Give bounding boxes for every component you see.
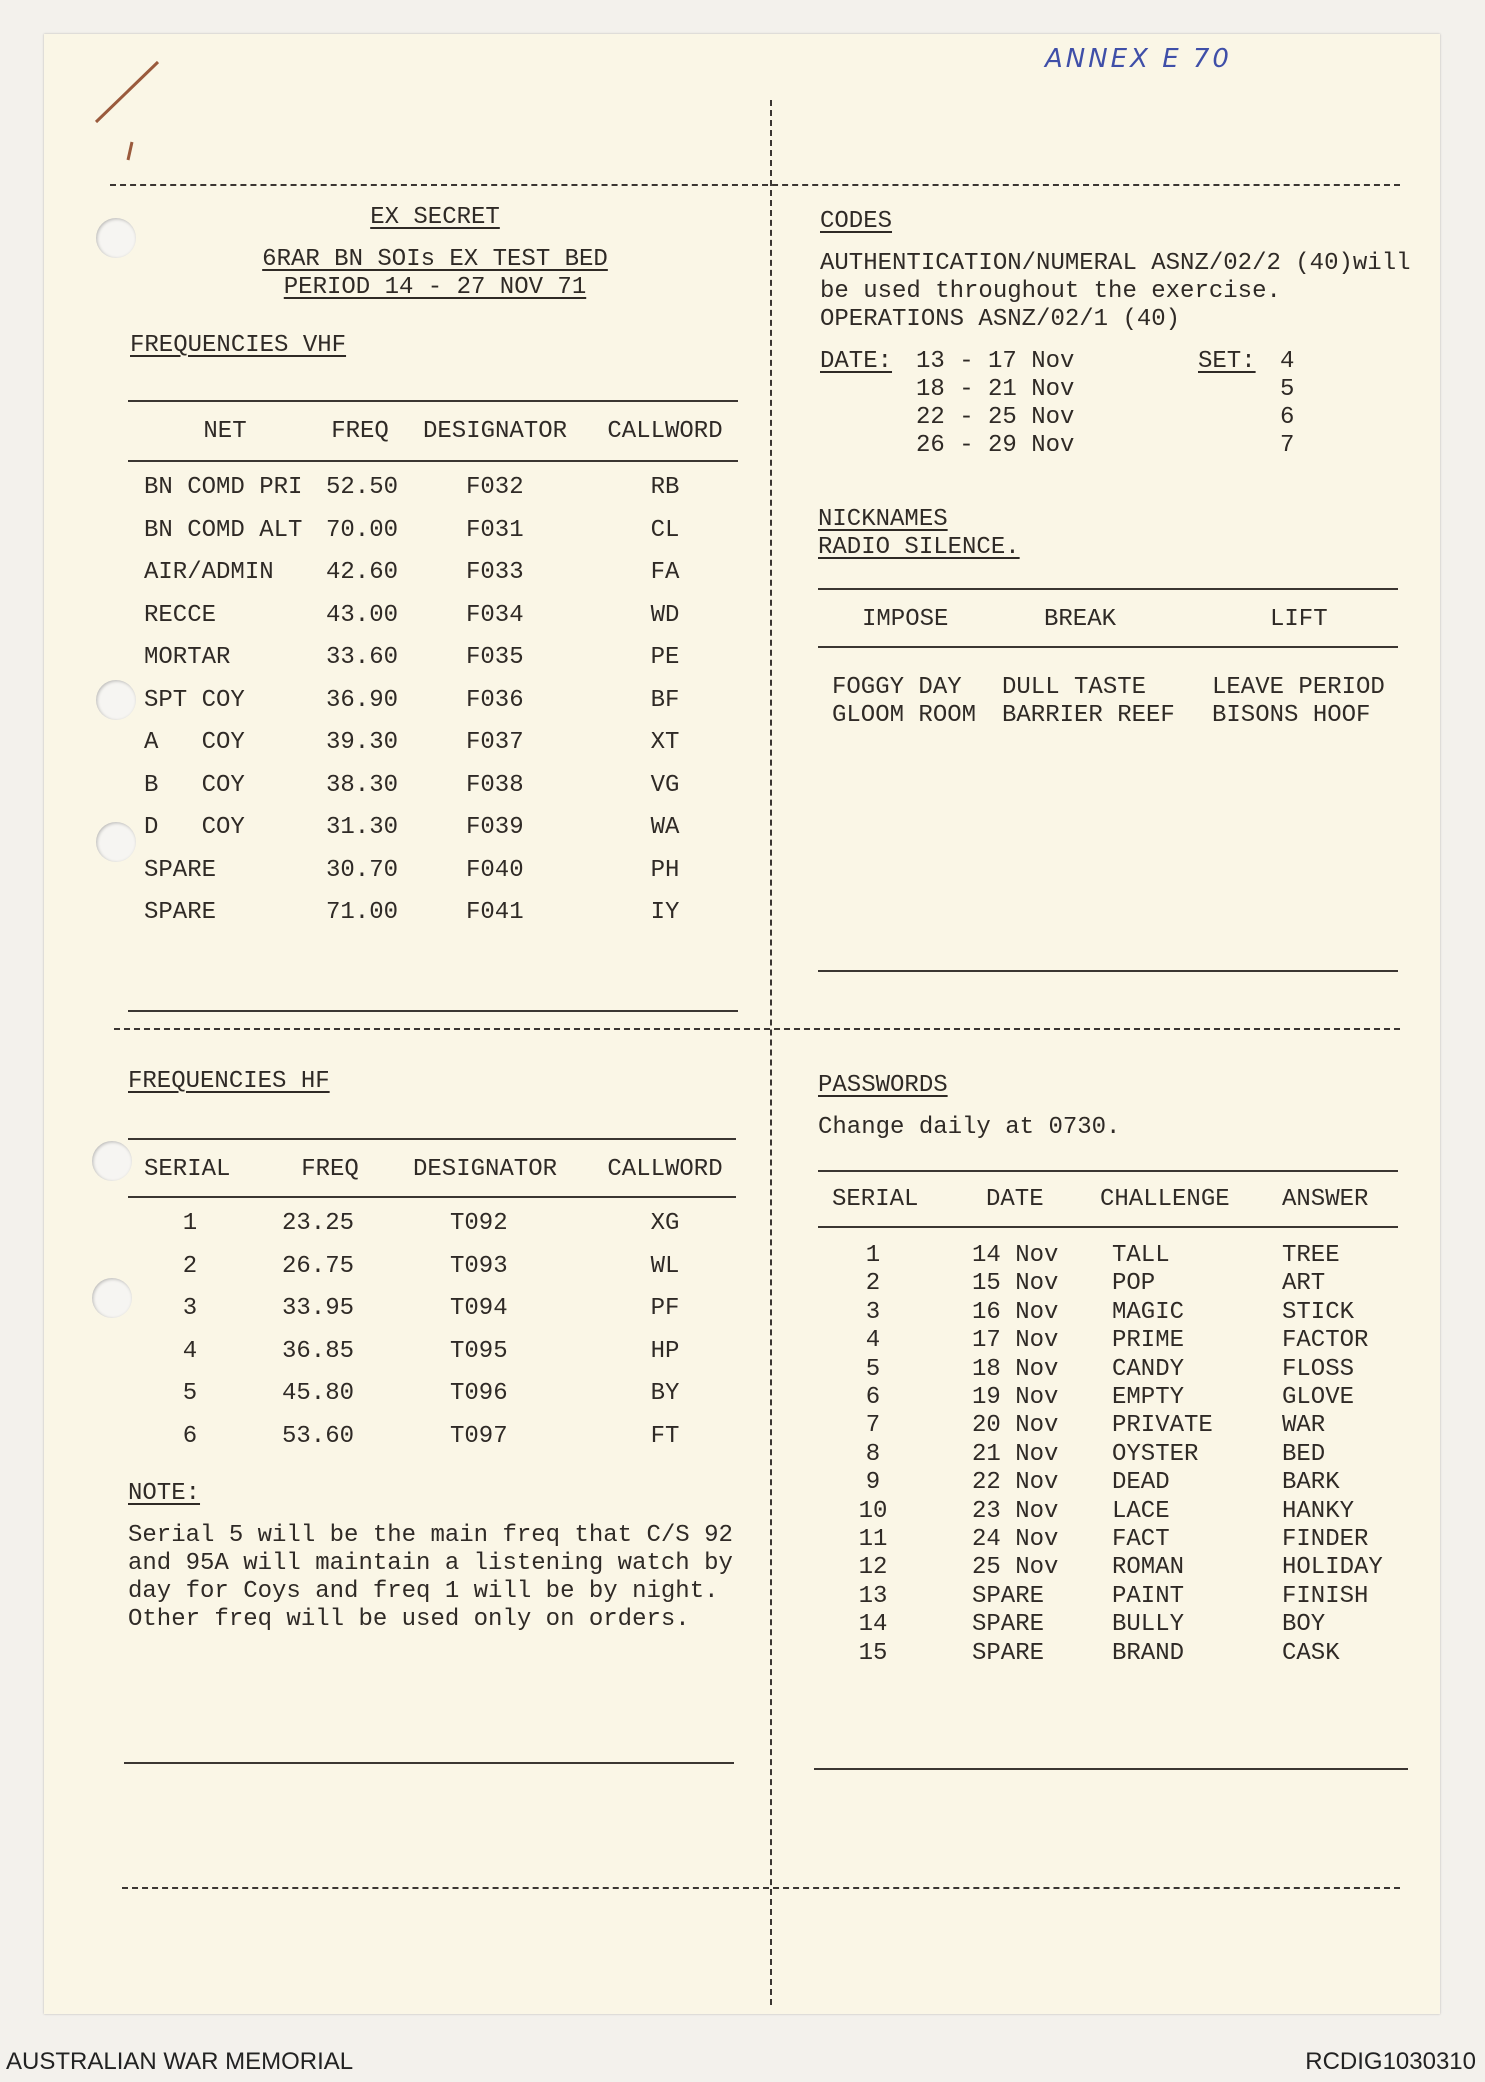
password-challenge: FACT [1112,1526,1170,1553]
password-date: 23 Nov [972,1497,1059,1525]
vhf-designator: F037 [466,729,524,756]
password-date: 15 Nov [972,1270,1059,1298]
vhf-freq: 31.30 [326,814,399,841]
password-date: SPARE [972,1582,1045,1610]
codes-line-3: OPERATIONS ASNZ/02/1 (40) [820,306,1181,333]
password-date: 14 Nov [972,1242,1059,1269]
hf-callword: BY [650,1380,680,1407]
vhf-col-designator: DESIGNATOR [422,418,568,445]
codes-set-number: 6 [1280,404,1295,431]
vhf-freq: 43.00 [326,601,399,629]
vhf-designator: F038 [466,771,524,799]
hf-callword: XG [650,1210,680,1237]
password-serial: 8 [865,1440,881,1468]
vhf-freq: 42.60 [326,559,399,586]
hf-designator: T094 [450,1295,508,1322]
vhf-callword: WA [650,814,680,841]
hf-serial: 1 [182,1210,198,1237]
password-answer: HOLIDAY [1282,1554,1383,1582]
hf-freq: 26.75 [282,1252,355,1280]
punch-hole [92,1278,132,1318]
hf-serial: 3 [182,1295,198,1322]
handwritten-annotation: ANNEX E 70 [1045,44,1232,74]
footer-id: RCDIG1030310 [1305,2048,1476,2075]
hf-designator: T092 [450,1210,508,1237]
punch-hole [92,1141,132,1181]
vhf-net: AIR/ADMIN [144,559,274,586]
note-title: NOTE: [128,1480,201,1507]
vhf-net: SPARE [144,856,217,884]
codes-line-1: AUTHENTICATION/NUMERAL ASNZ/02/2 (40)will [820,250,1411,277]
hf-serial: 4 [182,1337,198,1365]
nicknames-table-header-rule [818,646,1398,648]
nickname-lift: LEAVE PERIOD [1212,674,1385,701]
password-serial: 9 [865,1469,881,1497]
nickname-impose: FOGGY DAY [832,674,962,701]
hf-freq: 45.80 [282,1380,355,1407]
vhf-designator: F031 [466,516,524,544]
vhf-net: RECCE [144,601,217,629]
password-serial: 2 [865,1270,881,1298]
password-date: SPARE [972,1639,1045,1667]
codes-date-range: 18 - 21 Nov [916,376,1075,403]
vhf-designator: F035 [466,644,524,671]
hf-callword: WL [650,1252,680,1280]
hf-freq: 53.60 [282,1422,355,1450]
password-answer: FINISH [1282,1582,1369,1610]
password-challenge: PRIVATE [1112,1412,1213,1440]
vhf-net: SPARE [144,899,217,926]
vhf-callword: FA [650,559,680,586]
password-serial: 7 [865,1412,881,1440]
nickname-impose: GLOOM ROOM [832,702,977,729]
hf-serial: 2 [182,1252,198,1280]
footer-source: AUSTRALIAN WAR MEMORIAL [6,2048,354,2075]
password-answer: HANKY [1282,1497,1355,1525]
vhf-freq: 38.30 [326,771,399,799]
codes-date-range: 13 - 17 Nov [916,348,1075,375]
password-answer: TREE [1282,1242,1340,1269]
hf-designator: T096 [450,1380,508,1407]
note-line: and 95A will maintain a listening watch by [128,1550,733,1577]
vhf-callword: RB [650,474,680,501]
codes-section-title: CODES [820,208,893,235]
password-date: 24 Nov [972,1526,1059,1553]
note-line: day for Coys and freq 1 will be by night. [128,1578,719,1605]
password-answer: WAR [1282,1412,1326,1440]
codes-set-number: 7 [1280,432,1295,459]
nicknames-col-lift: LIFT [1270,606,1328,633]
vhf-callword: IY [650,899,680,926]
classification: EX SECRET [370,204,500,231]
password-challenge: BULLY [1112,1611,1185,1639]
nicknames-col-impose: IMPOSE [862,606,949,633]
vhf-callword: PH [650,856,680,884]
passwords-col-serial: SERIAL [832,1186,919,1213]
passwords-col-answer: ANSWER [1282,1186,1369,1213]
vhf-designator: F033 [466,559,524,586]
vhf-freq: 33.60 [326,644,399,671]
password-answer: BED [1282,1440,1326,1468]
nicknames-section-title: NICKNAMES [818,506,948,533]
note-line: Serial 5 will be the main freq that C/S 92 [128,1522,733,1549]
document-period: PERIOD 14 - 27 NOV 71 [283,274,587,301]
password-challenge: MAGIC [1112,1298,1185,1326]
codes-date-label: DATE: [820,348,893,375]
vhf-designator: F040 [466,856,524,884]
hf-freq: 36.85 [282,1337,355,1365]
password-challenge: DEAD [1112,1469,1170,1497]
punch-hole [96,218,136,258]
vhf-freq: 52.50 [326,474,399,501]
vhf-net: BN COMD PRI [144,474,303,501]
password-answer: FLOSS [1282,1355,1355,1383]
vhf-callword: VG [650,771,680,799]
password-serial: 14 [858,1611,888,1639]
vhf-net: SPT COY [144,686,245,714]
vhf-net: B COY [144,771,245,799]
vhf-designator: F034 [466,601,524,629]
password-serial: 1 [865,1242,881,1269]
vhf-callword: XT [650,729,680,756]
vhf-table-header-rule [128,460,738,462]
center-divider [770,100,772,2005]
top-rule [110,184,1400,186]
password-serial: 12 [858,1554,888,1582]
vhf-col-callword: CALLWORD [607,418,723,445]
vhf-freq: 39.30 [326,729,399,756]
punch-hole [96,822,136,862]
hf-col-serial: SERIAL [144,1156,231,1183]
password-serial: 4 [865,1327,881,1355]
password-date: 16 Nov [972,1298,1059,1326]
password-challenge: PAINT [1112,1582,1185,1610]
password-challenge: BRAND [1112,1639,1185,1667]
middle-rule [114,1028,1400,1030]
vhf-net: A COY [144,729,245,756]
hf-callword: PF [650,1295,680,1322]
vhf-callword: WD [650,601,680,629]
passwords-section-title: PASSWORDS [818,1072,948,1099]
codes-set-number: 5 [1280,376,1295,403]
passwords-col-challenge: CHALLENGE [1100,1186,1230,1213]
passwords-col-date: DATE [986,1186,1044,1213]
password-serial: 15 [858,1639,888,1667]
nickname-break: DULL TASTE [1002,674,1147,701]
hf-designator: T097 [450,1422,508,1450]
password-challenge: CANDY [1112,1355,1185,1383]
password-date: 19 Nov [972,1384,1059,1411]
hf-freq: 33.95 [282,1295,355,1322]
codes-set-label: SET: [1198,348,1256,375]
hf-section-bottom-rule [124,1762,734,1764]
password-serial: 6 [865,1384,881,1411]
codes-date-range: 26 - 29 Nov [916,432,1075,459]
vhf-designator: F032 [466,474,524,501]
hf-designator: T095 [450,1337,508,1365]
vhf-net: MORTAR [144,644,231,671]
passwords-subtitle: Change daily at 0730. [818,1114,1121,1141]
vhf-callword: CL [650,516,680,544]
bottom-rule [122,1887,1400,1889]
codes-line-2: be used throughout the exercise. [820,278,1281,305]
hf-callword: HP [650,1337,680,1365]
nicknames-table-bottom-rule [818,970,1398,972]
password-date: 20 Nov [972,1412,1059,1440]
nicknames-subtitle: RADIO SILENCE. [818,534,1020,561]
password-date: SPARE [972,1611,1045,1639]
password-date: 25 Nov [972,1554,1059,1582]
vhf-col-freq: FREQ [331,418,389,445]
vhf-designator: F039 [466,814,524,841]
hf-freq: 23.25 [282,1210,355,1237]
password-serial: 3 [865,1298,881,1326]
password-date: 18 Nov [972,1355,1059,1383]
password-date: 17 Nov [972,1327,1059,1355]
vhf-callword: BF [650,686,680,714]
vhf-table-top-rule [128,400,738,402]
password-answer: STICK [1282,1298,1355,1326]
password-answer: FACTOR [1282,1327,1369,1355]
vhf-section-title: FREQUENCIES VHF [130,332,347,359]
password-answer: ART [1282,1270,1326,1298]
password-answer: BOY [1282,1611,1326,1639]
vhf-freq: 70.00 [326,516,399,544]
vhf-designator: F041 [466,899,524,926]
vhf-designator: F036 [466,686,524,714]
password-challenge: PRIME [1112,1327,1185,1355]
hf-col-designator: DESIGNATOR [412,1156,558,1183]
password-challenge: OYSTER [1112,1440,1199,1468]
document-title: 6RAR BN SOIs EX TEST BED [262,246,608,273]
password-date: 22 Nov [972,1469,1059,1497]
nickname-lift: BISONS HOOF [1212,702,1371,729]
passwords-table-top-rule [818,1170,1398,1172]
vhf-table-bottom-rule [128,1010,738,1012]
passwords-table-bottom-rule [814,1768,1408,1770]
hf-callword: FT [650,1422,680,1450]
vhf-col-net: NET [203,418,247,445]
hf-serial: 6 [182,1422,198,1450]
codes-set-number: 4 [1280,348,1295,375]
vhf-net: D COY [144,814,245,841]
nicknames-col-break: BREAK [1044,606,1117,633]
hf-designator: T093 [450,1252,508,1280]
password-serial: 11 [858,1526,888,1553]
hf-serial: 5 [182,1380,198,1407]
password-challenge: POP [1112,1270,1156,1298]
vhf-freq: 36.90 [326,686,399,714]
hf-col-callword: CALLWORD [607,1156,723,1183]
password-serial: 10 [858,1497,888,1525]
passwords-table-header-rule [818,1226,1398,1228]
nicknames-table-top-rule [818,588,1398,590]
password-challenge: TALL [1112,1242,1170,1269]
hf-section-title: FREQUENCIES HF [128,1068,330,1095]
note-line: Other freq will be used only on orders. [128,1606,690,1633]
punch-hole [96,680,136,720]
password-answer: CASK [1282,1639,1340,1667]
password-answer: FINDER [1282,1526,1369,1553]
document-page [44,34,1440,2014]
password-challenge: LACE [1112,1497,1170,1525]
password-answer: BARK [1282,1469,1340,1497]
pen-mark [88,52,188,172]
password-serial: 5 [865,1355,881,1383]
vhf-net: BN COMD ALT [144,516,303,544]
hf-table-top-rule [128,1138,736,1140]
vhf-callword: PE [650,644,680,671]
password-challenge: EMPTY [1112,1384,1185,1411]
hf-table-header-rule [128,1196,736,1198]
nickname-break: BARRIER REEF [1002,702,1175,729]
password-answer: GLOVE [1282,1384,1355,1411]
password-date: 21 Nov [972,1440,1059,1468]
hf-col-freq: FREQ [301,1156,359,1183]
vhf-freq: 30.70 [326,856,399,884]
codes-date-range: 22 - 25 Nov [916,404,1075,431]
password-serial: 13 [858,1582,888,1610]
password-challenge: ROMAN [1112,1554,1185,1582]
vhf-freq: 71.00 [326,899,399,926]
